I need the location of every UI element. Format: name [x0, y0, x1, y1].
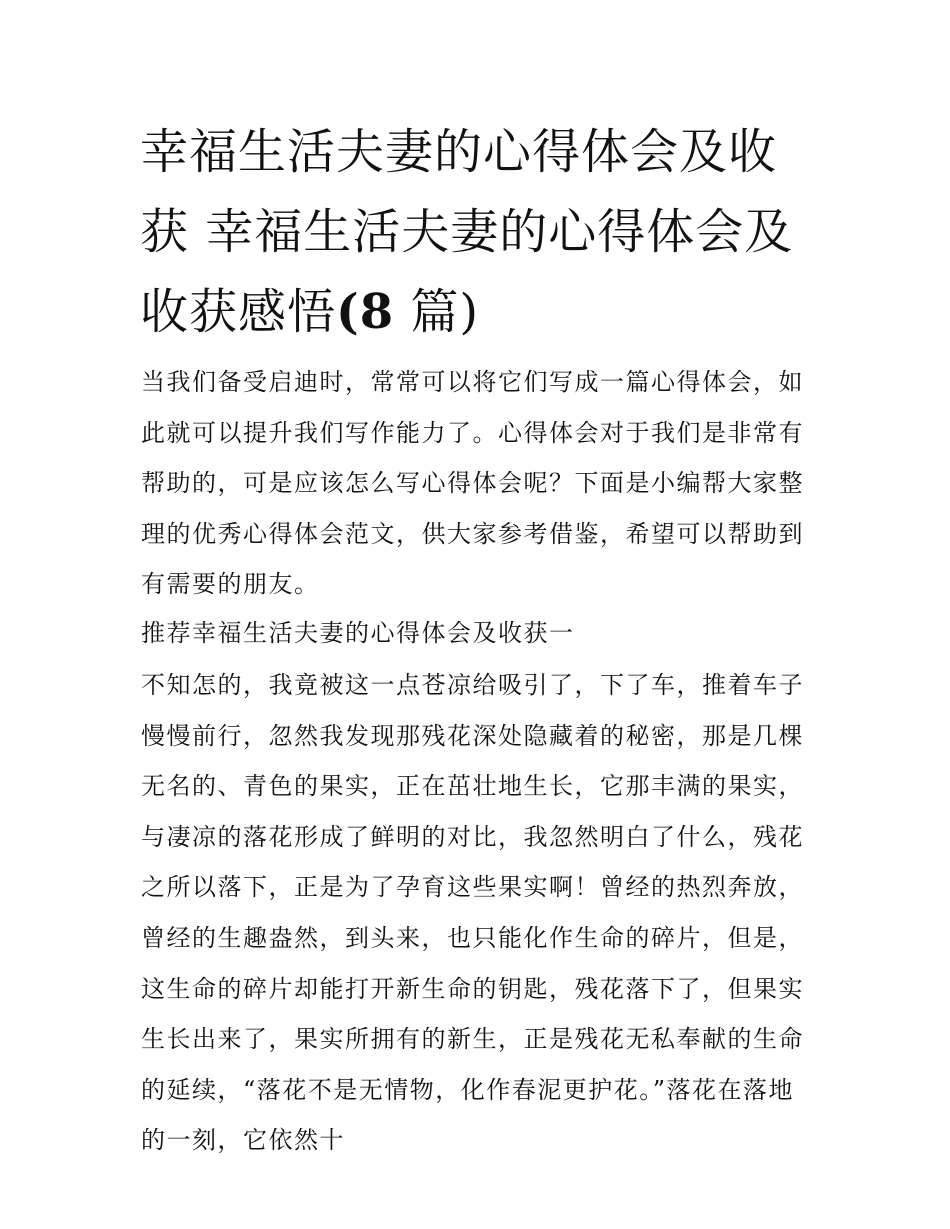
title-count: (8	[336, 284, 395, 340]
section-heading: 推荐幸福生活夫妻的心得体会及收获一	[141, 619, 575, 647]
title-text: 幸福生活夫妻的心得体会及收获 幸福生活夫妻的心得体会及收获感悟	[140, 124, 794, 340]
title-unit: 篇)	[410, 284, 480, 340]
essay-paragraph: 不知怎的，我竟被这一点苍凉给吸引了，下了车，推着车子慢慢前行，忽然我发现那残花深处隐藏着的秘密，那是几棵无名的、青色的果实，正在茁壮地生长，它那丰满的果实，与凄凉的落花形成了鲜明的对比，我忽然明白了什么，残花之所以落下，正是为了孕育这些果实啊！曾经的热烈奔放，曾经的生趣盎然，到头来，也只能化作生命的碎片，但是，这生命的碎片却能打开新生命的钥匙，残花落下了，但果实生长出来了，果实所拥有的新生，正是残花无私奉献的生命的延续，“落花不是无情物，化作春泥更护花。”落花在落地的一刻，它依然十	[141, 671, 804, 1155]
intro-paragraph: 当我们备受启迪时，常常可以将它们写成一篇心得体会，如此就可以提升我们写作能力了。心得体会对于我们是非常有帮助的，可是应该怎么写心得体会呢？下面是小编帮大家整理的优秀心得体会范文，供大家参考借鉴，希望可以帮助到有需要的朋友。	[141, 368, 804, 598]
document-title	[140, 112, 820, 352]
